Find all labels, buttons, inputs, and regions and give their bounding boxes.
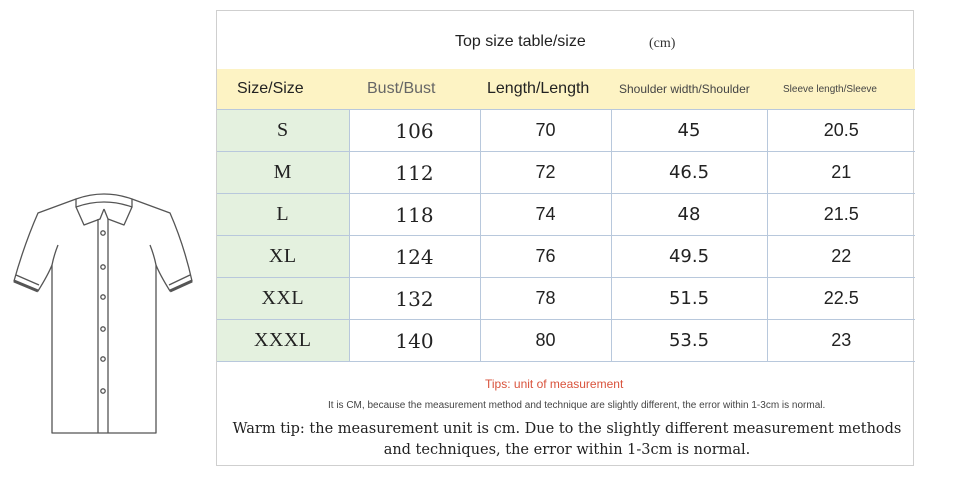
header-size: Size/Size xyxy=(217,69,349,110)
cell-length: 78 xyxy=(480,278,611,320)
size-chart-card xyxy=(216,10,914,466)
cell-sleeve: 21 xyxy=(767,152,915,194)
size-chart-title: Top size table/size xyxy=(455,33,586,50)
table-row xyxy=(217,236,915,278)
cell-sleeve: 22.5 xyxy=(767,278,915,320)
cell-length: 74 xyxy=(480,194,611,236)
cell-shoulder: 51.5 xyxy=(611,278,767,320)
header-sleeve: Sleeve length/Sleeve xyxy=(767,69,915,110)
cell-bust: 118 xyxy=(349,194,480,236)
size-chart-unit: (cm) xyxy=(649,36,676,51)
header-shoulder: Shoulder width/Shoulder xyxy=(611,69,767,110)
short-sleeve-shirt-icon xyxy=(8,185,198,445)
cell-size: XXL xyxy=(217,278,349,320)
cell-length: 80 xyxy=(480,320,611,362)
cell-sleeve: 22 xyxy=(767,236,915,278)
header-length: Length/Length xyxy=(480,69,611,110)
cell-size: M xyxy=(217,152,349,194)
cell-shoulder: 48 xyxy=(611,194,767,236)
table-header-row xyxy=(217,69,915,110)
table-row xyxy=(217,194,915,236)
table-row xyxy=(217,278,915,320)
cell-bust: 132 xyxy=(349,278,480,320)
cell-length: 72 xyxy=(480,152,611,194)
cell-bust: 106 xyxy=(349,110,480,152)
cell-length: 76 xyxy=(480,236,611,278)
cell-bust: 124 xyxy=(349,236,480,278)
warm-tip: Warm tip: the measurement unit is cm. Due to the slightly different measurement methods and techniques, the error within 1-3cm is normal. xyxy=(232,421,902,458)
notes-section xyxy=(217,373,915,467)
cell-shoulder: 49.5 xyxy=(611,236,767,278)
table-row xyxy=(217,320,915,362)
cell-size: S xyxy=(217,110,349,152)
cell-bust: 112 xyxy=(349,152,480,194)
cell-shoulder: 45 xyxy=(611,110,767,152)
header-bust: Bust/Bust xyxy=(349,69,480,110)
cell-size: L xyxy=(217,194,349,236)
size-table xyxy=(217,69,915,362)
cell-bust: 140 xyxy=(349,320,480,362)
cell-size: XXXL xyxy=(217,320,349,362)
measurement-note: It is CM, because the measurement method and technique are slightly different, the error within 1-3cm is normal. xyxy=(328,400,826,411)
cell-size: XL xyxy=(217,236,349,278)
cell-length: 70 xyxy=(480,110,611,152)
tips-heading: Tips: unit of measurement xyxy=(485,377,624,391)
cell-shoulder: 53.5 xyxy=(611,320,767,362)
cell-sleeve: 20.5 xyxy=(767,110,915,152)
cell-sleeve: 21.5 xyxy=(767,194,915,236)
table-row xyxy=(217,152,915,194)
size-chart-title-row xyxy=(217,11,913,69)
cell-sleeve: 23 xyxy=(767,320,915,362)
cell-shoulder: 46.5 xyxy=(611,152,767,194)
table-row xyxy=(217,110,915,152)
